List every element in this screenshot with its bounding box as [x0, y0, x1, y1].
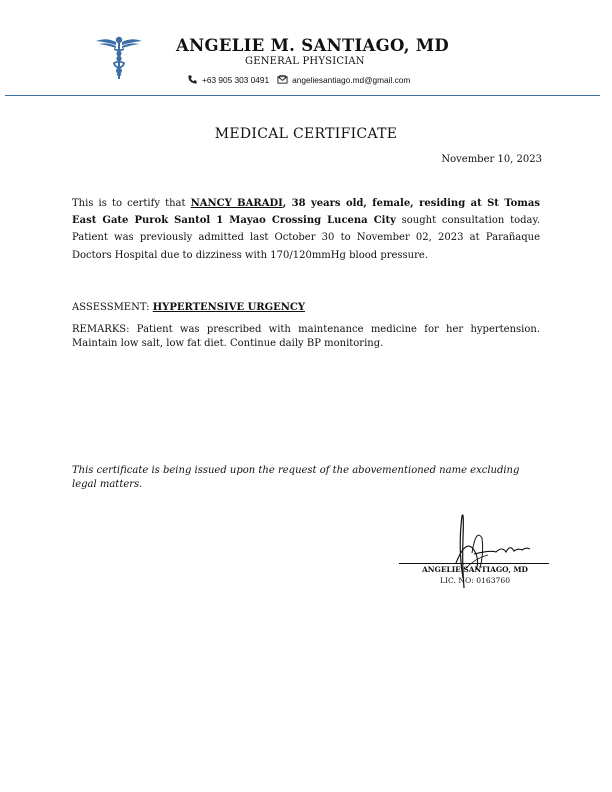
assessment-value: HYPERTENSIVE URGENCY: [152, 302, 305, 313]
physician-title: GENERAL PHYSICIAN: [245, 56, 365, 67]
assessment-label: ASSESSMENT:: [72, 302, 153, 313]
remarks: REMARKS: Patient was prescribed with maintenance medicine for her hypertension. Maintain low salt, low fat diet. Continue daily BP monitoring.: [72, 324, 540, 349]
email-address: angeliesantiago.md@gmail.com: [292, 74, 411, 85]
certificate-body: [72, 195, 540, 264]
certificate-note: This certificate is being issued upon the request of the abovementioned name excluding legal matters.: [72, 465, 520, 490]
certificate-date: November 10, 2023: [441, 154, 542, 165]
license-number: LIC. NO: 0163760: [439, 576, 511, 585]
email-icon: [277, 74, 288, 85]
header-divider: [5, 95, 600, 96]
patient-name: NANCY BARADI: [190, 198, 283, 209]
patient-details: , 38 years old, female, residing at St Tomas East Gate Purok Santol 1 Mayao Crossing Lucena City: [72, 198, 540, 227]
certificate-title: MEDICAL CERTIFICATE: [214, 126, 398, 142]
signature-line: [399, 563, 549, 564]
body-intro: This is to certify that: [72, 198, 191, 209]
assessment: [72, 302, 305, 313]
phone-number: +63 905 303 0491: [202, 74, 270, 85]
phone-icon: [187, 74, 198, 85]
caduceus-logo-icon: [94, 31, 144, 81]
signatory-name: ANGELIE SANTIAGO, MD: [422, 565, 528, 574]
body-rest: sought consultation today. Patient was previously admitted last October 30 to November 02, 2023 at Parañaque Doctors Hospital due to dizziness with 170/120mmHg blood pressure.: [72, 215, 540, 261]
contact-line: [187, 74, 410, 85]
physician-name: ANGELIE M. SANTIAGO, MD: [176, 36, 450, 55]
